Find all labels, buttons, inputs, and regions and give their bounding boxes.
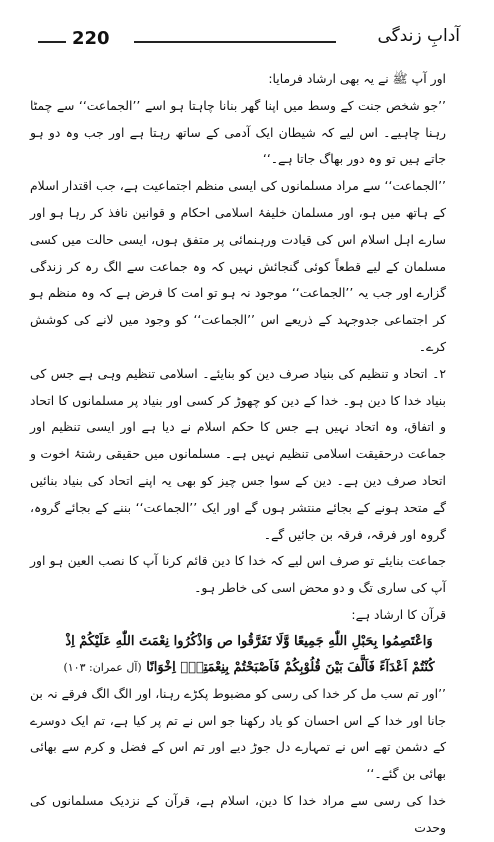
page-header xyxy=(38,26,466,60)
paragraph-quran-intro: قرآن کا ارشاد ہے: xyxy=(351,606,446,622)
header-rule-left xyxy=(38,41,66,43)
header-rule-middle xyxy=(134,41,336,43)
running-title: آدابِ زندگی xyxy=(377,26,460,46)
paragraph-hadith-quote: ’’جو شخص جنت کے وسط میں اپنا گھر بنانا چاہتا ہو اسے ’’الجماعت‘‘ سے چمٹا رہنا چاہیے۔ اس لیے کہ شیطان ایک آدمی کے ساتھ رہتا ہے اور جب وہ دو ہو جاتے ہیں تو وہ دور بھاگ جاتا ہے۔‘‘ xyxy=(30,97,446,167)
verse-line-1: وَاعْتَصِمُوا بِحَبْلِ اللّٰهِ جَمِيعًا وَّلَا تَفَرَّقُوا ص وَاذْكُرُوا نِعْمَتَ اللّٰهِ عَلَيْكُمْ اِذْ xyxy=(65,633,433,649)
paragraph-intro: اور آپ ﷺ نے یہ بھی ارشاد فرمایا: xyxy=(268,71,446,86)
paragraph-rope-meaning: خدا کی رسی سے مراد خدا کا دین، اسلام ہے، قرآن کے نزدیک مسلمانوں کی وحدت xyxy=(30,792,446,835)
paragraph-aim: جماعت بنایئے تو صرف اس لیے کہ خدا کا دین قائم کرنا آپ کا نصب العین ہو اور آپ کی ساری تگ و دو محض اسی کی خاطر ہو۔ xyxy=(30,553,446,596)
verse-reference: (آل عمران: ۱۰۳) xyxy=(63,660,142,674)
paragraph-al-jamaat: ’’الجماعت‘‘ سے مراد مسلمانوں کی ایسی منظم اجتماعیت ہے، جب اقتدار اسلام کے ہاتھ میں ہو، اور مسلمان خلیفۂ اسلامی احکام و قوانین نافذ کر رہا ہو اور سارے اہل اسلام اس کی قیادت ورہنمائی پر متفق ہوں، ایسی حالت میں کسی مسلمان کے لیے قطعاً کوئی گنجائش نہیں کہ وہ جماعت سے الگ رہ کر زندگی گزارے اور جب یہ ’’الجماعت‘‘ موجود نہ ہو تو امت کا فرض ہے کہ وہ منظم ہو کر اجتماعی جدوجہد کے ذریعے اس ’’الجماعت‘‘ کو وجود میں لانے کی کوشش کرے۔ xyxy=(30,178,446,354)
page-number: 220 xyxy=(72,28,110,49)
page-body xyxy=(30,66,468,835)
verse-line-2-text: كُنْتُمْ اَعْدَآءً فَاَلَّفَ بَيْنَ قُلُوْبِكُمْ فَاَصْبَحْتُمْ بِنِعْمَتِهٖۤ اِخْوَانًا xyxy=(146,659,435,675)
paragraph-verse-translation: ’’اور تم سب مل کر خدا کی رسی کو مضبوط پکڑے رہنا، اور الگ الگ فرقے نہ بن جانا اور خدا کے اس احسان کو یاد رکھنا جو اس نے تم پر کیا ہے، تم ایک دوسرے کے دشمن تھے اس نے تمہارے دل جوڑ دیے اور تم اس کے فضل و کرم سے بھائی بھائی بن گئے۔‘‘ xyxy=(30,685,446,782)
verse-line-2 xyxy=(30,655,468,681)
paragraph-point-2: ۲۔ اتحاد و تنظیم کی بنیاد صرف دین کو بنایئے۔ اسلامی تنظیم وہی ہے جس کی بنیاد خدا کا دین ہو۔ خدا کے دین کو چھوڑ کر کسی اور بنیاد پر مسلمانوں کا اتحاد و اتفاق، وہ اتحاد نہیں ہے جس کا حکم اسلام نے دیا ہے اور ایسی تنظیم اور جماعت درحقیقت اسلامی تنظیم نہیں ہے۔ مسلمانوں میں حقیقی رشتۂ اخوت و اتحاد صرف دین ہے۔ دین کے سوا جس چیز کو بھی یہ اپنے اتحاد کی بنیاد بنائیں گے متحد ہونے کے بجائے منتشر ہوں گے اور ایک ’’الجماعت‘‘ بننے کے بجائے گروہ، گروہ اور فرقہ، فرقہ بن جائیں گے۔ xyxy=(30,365,446,542)
